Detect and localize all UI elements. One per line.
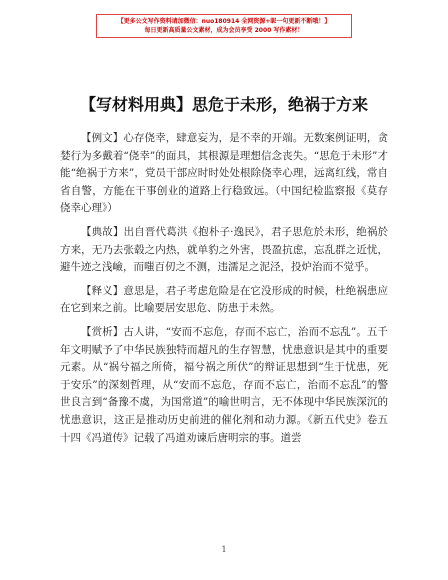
section-text-allusion: 出自晋代葛洪《抱朴子·逸民》，君子思危於未形，绝祸於方来，无乃去张毂之内热，就单豹之外害，畏盈抗虑，忘乱群之近忧，避牛迹之浅嶮，而嗤百仞之不测，违濡足之泥泾，投炉治而不觉乎。 [60,225,388,274]
page-number: 1 [221,545,227,554]
paragraph-example [60,130,388,218]
section-label-appreciation: 【赏析】 [81,325,124,338]
document-title: 【写材料用典】思危于未形，绝祸于方来 [79,95,368,114]
section-label-allusion: 【典故】 [81,225,124,238]
promo-banner [0,14,448,38]
section-text-meaning: 意思是，君子考虑危险是在它没形成的时候，杜绝祸患应在它到来之前。比喻要居安思危、防患于未然。 [60,284,389,315]
promo-banner-line-1: 【更多公文写作资料请加微信：nuo180914 全网资源+昵一句更新不断哦！】 [117,18,331,25]
promo-banner-line-2: 每日更新高质量公文素材，成为会员享受 2000 写作素材！ [144,27,304,34]
section-text-example: 心存侥幸，肆意妄为，是不幸的开端。无数案例证明，贪婪行为多戴着“侥幸”的面具，其根源是理想信念丧失。“思危于未形”才能“绝祸于方来”，党员干部应时时处处根除侥幸心理，远离红线，常自省自警，方能在干事创业的道路上行稳致远。（中国纪检监察报《莫存侥幸心理》） [60,132,389,215]
paragraph-appreciation [60,324,388,447]
promo-banner-box [96,14,352,38]
section-label-meaning: 【释义】 [81,284,124,297]
paragraph-meaning [60,283,388,318]
section-text-appreciation: 古人讲，“安而不忘危，存而不忘亡，治而不忘乱”。五千年文明赋予了中华民族独特而超凡的生存智慧，忧患意识是其中的重要元素。从“祸兮福之所倚，福兮祸之所伏”的辩证思想到“生于忧患，死于安乐”的深刻哲理，从“安而不忘危，存而不忘亡，治而不忘乱”的警世良言到“备豫不虞，为国常道”的喻世明言，无不体现中华民族深沉的忧患意识，这正是推动历史前进的催化剂和动力源。《新五代史》卷五十四《冯道传》记载了冯道劝谏后唐明宗的事。道尝 [60,325,388,444]
document-body [60,130,388,453]
paragraph-allusion [60,224,388,277]
section-label-example: 【例文】 [81,132,124,144]
